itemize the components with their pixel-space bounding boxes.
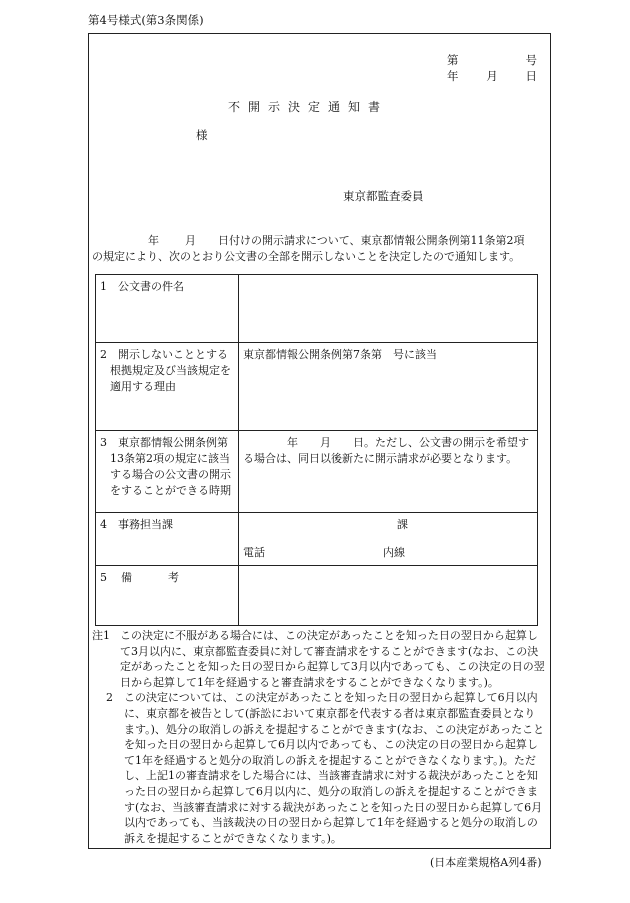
row2-label: 2 開示しないこととする根拠規定及び当該規定を適用する理由	[96, 343, 239, 431]
intro-month: 月	[185, 234, 196, 247]
note-1	[92, 628, 546, 690]
row4-label: 4 事務担当課	[96, 513, 239, 566]
row3-text: ただし、公文書の開示を希望する場合は、同日以後新たに開示請求が必要となります。	[243, 436, 529, 465]
date-month: 月	[486, 69, 498, 83]
date-day: 日	[525, 69, 537, 83]
number-dai: 第	[447, 53, 459, 67]
table-row	[96, 566, 538, 626]
number-go: 号	[525, 53, 537, 67]
note1-body: この決定に不服がある場合には、この決定があったことを知った日の翌日から起算して3月以内に、東京都監査委員に対して審査請求をすることができます(なお、この決定があったことを知った日の翌日から起算して3月以内であっても、この決定の日の翌日から起算して1年を経過すると審査請求をすることができなくなります。)。	[120, 629, 545, 689]
paper-size-note: (日本産業規格A列4番)	[430, 856, 542, 869]
addressee-suffix: 様	[196, 128, 208, 142]
intro-year: 年	[148, 234, 159, 247]
intro-line1: 日付けの開示請求について、東京都情報公開条例第11条第2項	[218, 234, 525, 247]
table-row	[96, 343, 538, 431]
row4-tel: 電話	[243, 546, 265, 559]
note-2	[92, 690, 546, 846]
form-number-label: 第4号様式(第3条関係)	[88, 13, 204, 27]
table-row	[96, 431, 538, 513]
notes-section	[92, 628, 546, 846]
date-year: 年	[447, 69, 459, 83]
row3-value	[239, 431, 538, 513]
note1-head: 注1	[92, 629, 110, 642]
row5-value	[239, 566, 538, 626]
table-row	[96, 513, 538, 566]
table-row	[96, 275, 538, 343]
document-number	[447, 52, 537, 68]
row2-value: 東京都情報公開条例第7条第 号に該当	[239, 343, 538, 431]
intro-paragraph	[92, 233, 546, 265]
note2-head: 2	[106, 691, 113, 705]
intro-line2: の規定により、次のとおり公文書の全部を開示しないことを決定したので通知します。	[92, 250, 521, 263]
row1-label: 1 公文書の件名	[96, 275, 239, 343]
document-date	[447, 68, 537, 84]
details-table	[95, 274, 538, 626]
row5-label: 5 備 考	[96, 566, 239, 626]
row3-date: 年 月 日。	[287, 436, 375, 449]
row3-label: 3 東京都情報公開条例第13条第2項の規定に該当する場合の公文書の開示をすることができる時期	[96, 431, 239, 513]
document-title: 不開示決定通知書	[228, 100, 389, 114]
row4-ka: 課	[397, 518, 408, 531]
sender-name: 東京都監査委員	[343, 189, 424, 203]
row4-value	[239, 513, 538, 566]
row4-naisen: 内線	[383, 546, 405, 559]
row1-value	[239, 275, 538, 343]
note2-body: この決定については、この決定があったことを知った日の翌日から起算して6月以内に、東京都を被告として(訴訟において東京都を代表する者は東京都監査委員となります。)、処分の取消しの訴えを提起することができます(なお、この決定があったことを知った日の翌日から起算して6月以内であっても、この決定の日の翌日から起算して1年を経過すると処分の取消しの訴えを提起することができなくなります。)。ただし、上記1の審査請求をした場合には、当該審査請求に対する裁決があったことを知った日の翌日から起算して6月以内に、処分の取消しの訴えを提起することができます(なお、当該審査請求に対する裁決があったことを知った日の翌日から起算して6月以内であっても、当該裁決の日の翌日から起算して1年を経過すると処分の取消しの訴えを提起することができなくなります。)。	[124, 691, 545, 845]
